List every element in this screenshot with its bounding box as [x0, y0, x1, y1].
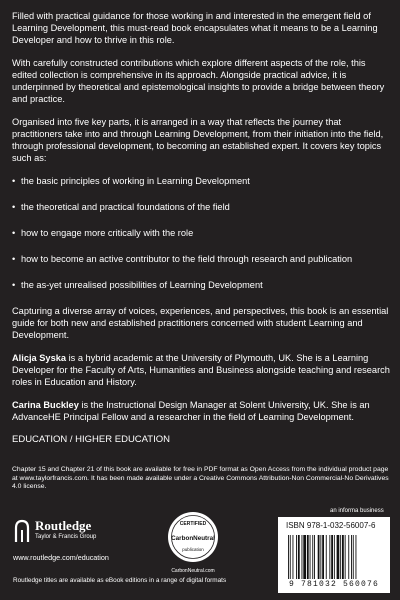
publisher-url: www.routledge.com/education	[13, 553, 109, 562]
barcode-bar	[326, 535, 327, 579]
blurb-paragraph-4: Capturing a diverse array of voices, experiences, and perspectives, this book is an essential guide for both new and established practitioners concerned with student Learning and Development.	[12, 306, 389, 340]
barcode-bar	[348, 535, 349, 579]
list-item: • the basic principles of working in Learning Development	[12, 175, 390, 187]
barcode-bar	[351, 535, 352, 579]
editor-bio-2	[12, 399, 390, 423]
badge-top-text: CERTIFIED	[179, 521, 207, 527]
barcode-bar	[288, 535, 289, 579]
blurb-paragraph-2: With carefully constructed contributions which explore different aspects of the role, this edited collection is comprehensive in its approach. Alongside practical advice, it is underpinned by theoretical and epistemological insights to provide a bridge between theory and practice.	[12, 58, 385, 104]
badge-bottom-text: publication	[182, 547, 204, 552]
barcode-bar	[331, 535, 333, 579]
blurb-paragraph-1: Filled with practical guidance for those working in and interested in the emergent field of Learning Development, this must-read book encapsulates what it means to be a Learning Developer and how to thrive in this role.	[12, 11, 378, 45]
barcode-bar	[353, 535, 354, 579]
ebook-note: Routledge titles are available as eBook editions in a range of digital formats	[13, 577, 227, 584]
barcode-bar	[356, 535, 357, 579]
carbon-neutral-badge	[166, 510, 220, 564]
barcode-digits: 9 781032 560076	[288, 580, 379, 589]
isbn-label: ISBN 978-1-032-56007-6	[286, 521, 376, 530]
editor-bio-text: is a hybrid academic at the University of Plymouth, UK. She is a Learning Developer for the Faculty of Arts, Humanities and Business alongside teaching and research roles in Education and History.	[12, 353, 390, 387]
barcode-bar	[334, 535, 335, 579]
barcode-bar	[298, 535, 300, 579]
routledge-mark-icon	[13, 519, 31, 543]
subject-category: EDUCATION / HIGHER EDUCATION	[12, 434, 170, 445]
list-item: • how to become an active contributor to the field through research and publication	[12, 253, 390, 265]
editor-bio-text: is the Instructional Design Manager at Solent University, UK. She is an AdvanceHE Principal Fellow and a researcher in the field of Learning Development.	[12, 400, 370, 422]
editor-name: Carina Buckley	[12, 400, 79, 410]
publisher-group: Taylor & Francis Group	[35, 534, 97, 540]
informa-tagline: an informa business	[330, 508, 384, 514]
barcode-bar	[296, 535, 297, 579]
barcode-bar	[302, 535, 303, 579]
isbn-barcode-box	[278, 517, 390, 593]
barcode-bar	[342, 535, 344, 579]
barcode-bar	[340, 535, 341, 579]
barcode-bar	[337, 535, 340, 579]
barcode-bar	[329, 535, 330, 579]
publisher-name: Routledge	[35, 518, 92, 533]
barcode-bar	[320, 535, 321, 579]
badge-middle-text: CarbonNeutral	[171, 535, 215, 542]
barcode-bar	[310, 535, 311, 579]
open-access-note: Chapter 15 and Chapter 21 of this book are available for free in PDF format as Open Access from the individual product page at www.taylorfrancis.com. It has been made available under a Creative Commons Attribution-Non Commercial-No Derivatives 4.0 license.	[12, 466, 389, 490]
barcode-bar	[318, 535, 320, 579]
barcode-bar	[345, 535, 346, 579]
back-cover-text	[12, 10, 390, 457]
carbon-neutral-url: CarbonNeutral.com	[171, 568, 215, 574]
barcode	[286, 535, 382, 579]
barcode-bar	[307, 535, 309, 579]
editor-name: Alicja Syska	[12, 353, 66, 363]
list-item: • the theoretical and practical foundations of the field	[12, 201, 390, 213]
blurb-paragraph-3: Organised into five key parts, it is arranged in a way that reflects the journey that practitioners take into and through Learning Development, from their initiation into the field, through professional development, to becoming an established expert. It covers key topics such as:	[12, 117, 384, 163]
routledge-logo	[13, 519, 105, 545]
editor-bio-1	[12, 352, 390, 388]
topics-list	[12, 175, 390, 291]
barcode-bar	[293, 535, 294, 579]
barcode-bar	[312, 535, 313, 579]
barcode-bar	[322, 535, 324, 579]
barcode-bar	[290, 535, 291, 579]
list-item: • how to engage more critically with the role	[12, 227, 390, 239]
list-item: • the as-yet unrealised possibilities of Learning Development	[12, 279, 390, 291]
barcode-bar	[303, 535, 306, 579]
barcode-bar	[314, 535, 315, 579]
